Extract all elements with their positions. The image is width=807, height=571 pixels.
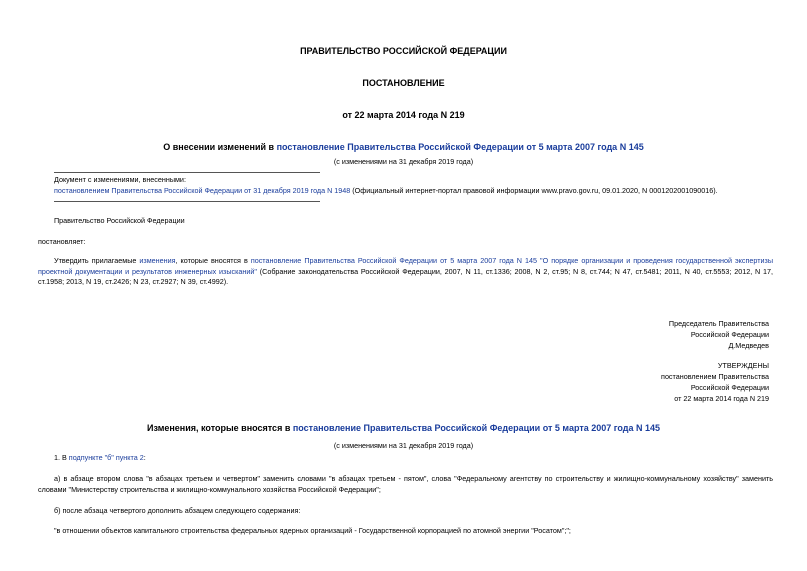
signature-name: Д.Медведев: [728, 341, 769, 350]
government-heading: ПРАВИТЕЛЬСТВО РОССИЙСКОЙ ФЕДЕРАЦИИ: [300, 46, 507, 56]
signature-position: Председатель Правительства: [668, 319, 769, 328]
change-item-1: [54, 453, 754, 464]
amendments-source: (Официальный интернет-портал правовой информации www.pravo.gov.ru, 09.01.2020, N 0001202001090016).: [350, 186, 718, 195]
amendments-bottom-divider: [54, 201, 320, 202]
paragraph-approve: [38, 256, 773, 288]
title-amended-note: (с изменениями на 31 декабря 2019 года): [333, 157, 474, 166]
para-text-1: Утвердить прилагаемые: [54, 256, 140, 265]
signature-organization: Российской Федерации: [690, 330, 769, 339]
para-text-3: (Собрание законодательства Российской Федерации, 2007, N 11, ст.1336; 2008, N 2, ст.95; N 8, ст.744; N 47, ст.5481; 2011, N 40, ст.5553; 2012, N 17, ст.1958; 2013, N 19, ст.2426; N 23, ст.2927; N 39, ст.4992).: [38, 266, 773, 287]
approved-by: постановлением Правительства: [661, 372, 769, 381]
item1-text-1: 1. В: [54, 453, 69, 462]
decrees-text: постановляет:: [38, 237, 86, 246]
title-prefix: О внесении изменений в: [163, 142, 277, 152]
subclause-b-link[interactable]: подпункте "б" пункта 2: [68, 453, 144, 462]
document-type-heading: ПОСТАНОВЛЕНИЕ: [362, 78, 445, 88]
amendments-entry: [54, 186, 784, 197]
approved-date: от 22 марта 2014 года N 219: [674, 394, 769, 403]
amendments-top-divider: [54, 172, 320, 173]
changes-title: [0, 423, 807, 434]
title-decree-link[interactable]: постановление Правительства Российской Федерации от 5 марта 2007 года N 145: [276, 142, 644, 152]
issuer-text: Правительство Российской Федерации: [54, 216, 185, 225]
change-item-b: б) после абзаца четвертого дополнить абзацем следующего содержания:: [54, 506, 301, 515]
amendments-label: Документ с изменениями, внесенными:: [54, 175, 186, 184]
change-quote: "в отношении объектов капитального строительства федеральных ядерных организаций - Государственной корпорацией по атомной энергии "Росатом";";: [54, 526, 571, 535]
approved-heading: УТВЕРЖДЕНЫ: [717, 361, 769, 370]
decree-145-link[interactable]: постановление Правительства Российской Федерации от 5 марта 2007 года N 145 "О порядке организации и проведения государственной экспертизы проектной документации и результатов инженерных изысканий": [38, 256, 774, 276]
document-date-number: от 22 марта 2014 года N 219: [342, 110, 465, 120]
para-text-2: , которые вносятся в: [175, 256, 251, 265]
changes-title-prefix: Изменения, которые вносятся в: [146, 423, 293, 433]
item1-text-2: :: [143, 453, 146, 462]
changes-amended-note: (с изменениями на 31 декабря 2019 года): [333, 441, 474, 450]
change-item-a: а) в абзаце втором слова "в абзацах третьем и четвертом" заменить словами "в абзацах третьем - пятом", слова "Федеральному агентству по строительству и жилищно-коммунальному хозяйству" заменить словами "Министерству строительства и жилищно-коммунального хозяйства Российской Федерации";: [38, 474, 773, 494]
document-title: [0, 142, 807, 153]
approved-organization: Российской Федерации: [690, 383, 769, 392]
amending-decree-link[interactable]: постановлением Правительства Российской Федерации от 31 декабря 2019 года N 1948: [54, 186, 351, 195]
changes-title-link[interactable]: постановление Правительства Российской Федерации от 5 марта 2007 года N 145: [292, 423, 661, 433]
changes-link[interactable]: изменения: [139, 256, 176, 265]
